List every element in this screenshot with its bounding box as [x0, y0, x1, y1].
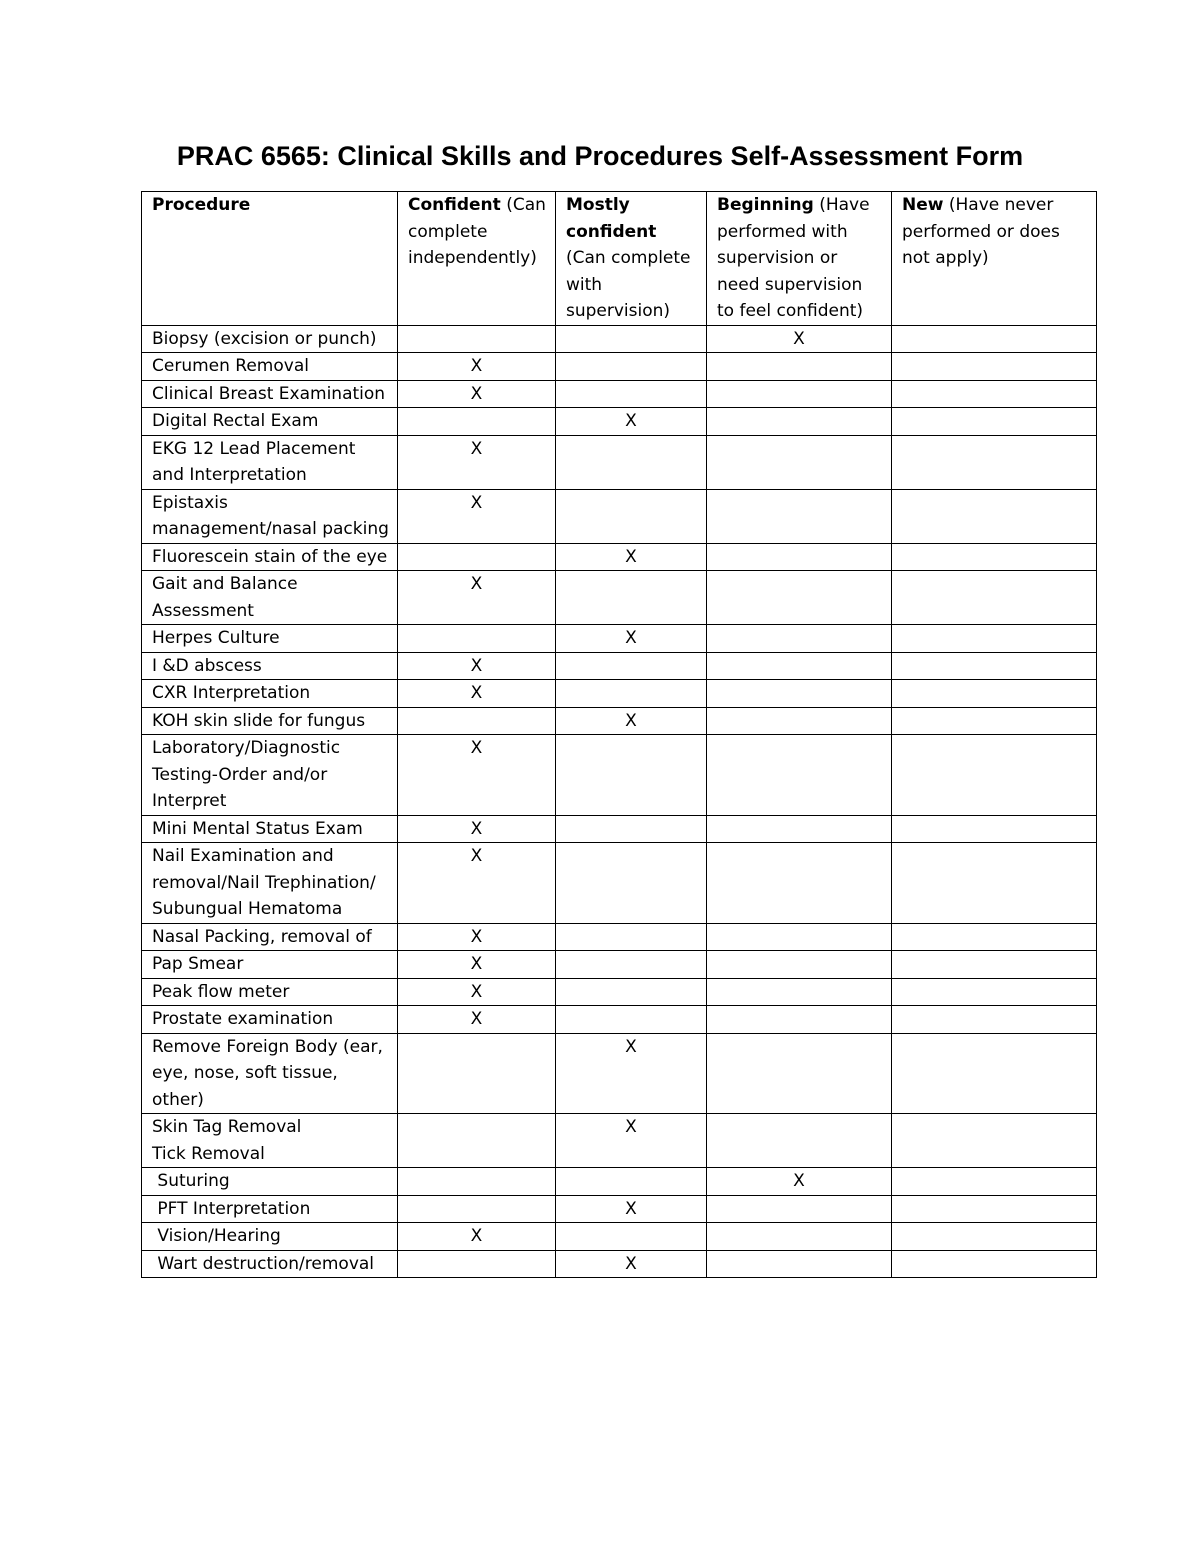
procedure-cell [142, 571, 398, 625]
mark-confident-cell [398, 408, 556, 436]
table-row [142, 1033, 1097, 1114]
procedure-name: Nasal Packing, removal of [152, 926, 372, 947]
mark-beginning-cell [707, 380, 892, 408]
mark-confident-cell: X [398, 1223, 556, 1251]
procedure-name: CXR Interpretation [152, 683, 311, 703]
mark-new-cell [892, 1223, 1097, 1251]
table-row [142, 735, 1097, 816]
mark-new-cell [892, 1006, 1097, 1034]
mark-mostly-confident-cell [556, 815, 707, 843]
procedure-name: Skin Tag Removal [152, 1117, 302, 1137]
procedure-cell [142, 380, 398, 408]
mark-new-cell [892, 408, 1097, 436]
mark-confident-cell [398, 625, 556, 653]
mark-new-cell [892, 489, 1097, 543]
mark-confident-cell: X [398, 571, 556, 625]
page-title: PRAC 6565: Clinical Skills and Procedures Self-Assessment Form [176, 141, 1024, 171]
mark-new-cell [892, 543, 1097, 571]
mark-beginning-cell [707, 951, 892, 979]
mark-confident-cell [398, 707, 556, 735]
header-beginning-note: (Have performed with supervision or need supervision to feel confident) [717, 195, 870, 321]
header-row [142, 192, 1097, 326]
procedure-name: KOH skin slide for fungus [152, 710, 366, 731]
procedure-name: EKG 12 Lead Placement and Interpretation [152, 438, 361, 485]
header-procedure [142, 192, 398, 326]
mark-confident-cell: X [398, 923, 556, 951]
procedure-name: Fluorescein stain of the eye [152, 546, 388, 567]
header-beginning [707, 192, 892, 326]
table-row [142, 978, 1097, 1006]
procedure-name: I &D abscess [152, 655, 262, 676]
table-row [142, 951, 1097, 979]
procedure-name: Peak flow meter [152, 981, 290, 1002]
mark-mostly-confident-cell [556, 380, 707, 408]
table-row [142, 543, 1097, 571]
mark-new-cell [892, 978, 1097, 1006]
procedure-cell [142, 680, 398, 708]
mark-mostly-confident-cell [556, 680, 707, 708]
table-row [142, 353, 1097, 381]
mark-confident-cell: X [398, 435, 556, 489]
header-mostly-confident-label: Mostly confident [566, 195, 657, 242]
mark-new-cell [892, 1168, 1097, 1196]
mark-beginning-cell [707, 923, 892, 951]
mark-new-cell [892, 680, 1097, 708]
mark-mostly-confident-cell [556, 978, 707, 1006]
table-row [142, 1223, 1097, 1251]
mark-mostly-confident-cell: X [556, 1033, 707, 1114]
table-row [142, 1250, 1097, 1278]
header-procedure-label: Procedure [152, 195, 251, 215]
procedure-name: Suturing [152, 1171, 230, 1191]
procedure-cell [142, 1168, 398, 1196]
mark-mostly-confident-cell: X [556, 1114, 707, 1168]
mark-beginning-cell [707, 815, 892, 843]
procedure-cell [142, 652, 398, 680]
mark-mostly-confident-cell [556, 843, 707, 924]
mark-mostly-confident-cell: X [556, 1195, 707, 1223]
mark-mostly-confident-cell: X [556, 408, 707, 436]
mark-beginning-cell [707, 625, 892, 653]
procedure-name: Gait and Balance Assessment [152, 574, 303, 621]
table-row [142, 1168, 1097, 1196]
mark-beginning-cell [707, 435, 892, 489]
header-confident-note: (Can complete independently) [408, 195, 546, 268]
table-row [142, 435, 1097, 489]
mark-beginning-cell [707, 843, 892, 924]
mark-mostly-confident-cell: X [556, 707, 707, 735]
mark-beginning-cell [707, 1223, 892, 1251]
mark-beginning-cell [707, 543, 892, 571]
procedure-cell [142, 1223, 398, 1251]
procedure-cell [142, 815, 398, 843]
mark-mostly-confident-cell [556, 1168, 707, 1196]
mark-confident-cell [398, 1114, 556, 1168]
mark-confident-cell [398, 1250, 556, 1278]
header-mostly-confident [556, 192, 707, 326]
table-row [142, 1006, 1097, 1034]
table-row [142, 815, 1097, 843]
procedure-cell [142, 923, 398, 951]
mark-mostly-confident-cell [556, 353, 707, 381]
mark-new-cell [892, 652, 1097, 680]
table-row [142, 680, 1097, 708]
procedure-name: Wart destruction/removal [152, 1253, 375, 1274]
table-row [142, 923, 1097, 951]
mark-new-cell [892, 843, 1097, 924]
mark-mostly-confident-cell [556, 951, 707, 979]
mark-new-cell [892, 380, 1097, 408]
procedure-rows [142, 325, 1097, 1278]
mark-beginning-cell [707, 680, 892, 708]
procedure-cell [142, 543, 398, 571]
procedure-cell [142, 1195, 398, 1223]
mark-beginning-cell: X [707, 325, 892, 353]
mark-confident-cell: X [398, 735, 556, 816]
procedure-cell [142, 843, 398, 924]
procedure-name: Nail Examination and removal/Nail Trephination/ Subungual Hematoma [152, 846, 382, 919]
procedure-name: Biopsy (excision or punch) [152, 328, 377, 349]
mark-confident-cell: X [398, 815, 556, 843]
mark-confident-cell: X [398, 380, 556, 408]
mark-beginning-cell [707, 1006, 892, 1034]
mark-confident-cell: X [398, 951, 556, 979]
table-row [142, 1114, 1097, 1168]
table-row [142, 625, 1097, 653]
mark-new-cell [892, 1114, 1097, 1168]
procedure-cell [142, 978, 398, 1006]
procedure-name: PFT Interpretation [152, 1198, 311, 1219]
header-confident-label: Confident [408, 195, 501, 215]
table-row [142, 380, 1097, 408]
mark-beginning-cell [707, 978, 892, 1006]
mark-beginning-cell [707, 652, 892, 680]
mark-new-cell [892, 735, 1097, 816]
procedure-name: Tick Removal [152, 1143, 265, 1164]
header-mostly-confident-note: (Can complete with supervision) [566, 248, 691, 321]
mark-mostly-confident-cell [556, 735, 707, 816]
mark-new-cell [892, 1195, 1097, 1223]
mark-mostly-confident-cell [556, 435, 707, 489]
procedure-cell [142, 735, 398, 816]
procedure-name: Epistaxis management/nasal packing [152, 492, 389, 539]
procedure-name: Cerumen Removal [152, 356, 309, 376]
mark-new-cell [892, 435, 1097, 489]
mark-mostly-confident-cell [556, 1006, 707, 1034]
mark-new-cell [892, 625, 1097, 653]
mark-mostly-confident-cell [556, 652, 707, 680]
mark-confident-cell [398, 1168, 556, 1196]
procedure-name: Prostate examination [152, 1009, 334, 1029]
procedure-name: Digital Rectal Exam [152, 411, 319, 431]
procedure-cell [142, 951, 398, 979]
mark-new-cell [892, 1033, 1097, 1114]
procedure-name: Clinical Breast Examination [152, 383, 386, 404]
procedure-cell [142, 1250, 398, 1278]
mark-mostly-confident-cell [556, 923, 707, 951]
mark-confident-cell: X [398, 1006, 556, 1034]
mark-mostly-confident-cell [556, 489, 707, 543]
mark-confident-cell: X [398, 353, 556, 381]
procedure-cell [142, 353, 398, 381]
mark-mostly-confident-cell: X [556, 1250, 707, 1278]
mark-confident-cell [398, 325, 556, 353]
mark-confident-cell: X [398, 680, 556, 708]
table-row [142, 1195, 1097, 1223]
procedure-cell [142, 435, 398, 489]
mark-confident-cell [398, 1195, 556, 1223]
mark-mostly-confident-cell: X [556, 543, 707, 571]
procedure-cell [142, 1114, 398, 1168]
procedure-cell [142, 1006, 398, 1034]
mark-beginning-cell: X [707, 1168, 892, 1196]
procedure-cell [142, 489, 398, 543]
header-beginning-label: Beginning [717, 195, 814, 215]
table-row [142, 652, 1097, 680]
mark-confident-cell: X [398, 978, 556, 1006]
procedure-name: Pap Smear [152, 954, 244, 974]
mark-beginning-cell [707, 707, 892, 735]
table-row [142, 489, 1097, 543]
header-new-note: (Have never performed or does not apply) [902, 195, 1060, 268]
mark-beginning-cell [707, 353, 892, 381]
table-row [142, 707, 1097, 735]
mark-beginning-cell [707, 735, 892, 816]
mark-confident-cell: X [398, 652, 556, 680]
header-new-label: New [902, 195, 944, 215]
mark-beginning-cell [707, 571, 892, 625]
procedure-cell [142, 408, 398, 436]
mark-mostly-confident-cell [556, 571, 707, 625]
procedure-name: Remove Foreign Body (ear, eye, nose, soft tissue, other) [152, 1036, 389, 1110]
mark-beginning-cell [707, 1195, 892, 1223]
mark-new-cell [892, 1250, 1097, 1278]
mark-confident-cell [398, 543, 556, 571]
mark-mostly-confident-cell [556, 325, 707, 353]
table-row [142, 325, 1097, 353]
mark-new-cell [892, 707, 1097, 735]
table-row [142, 843, 1097, 924]
procedure-cell [142, 325, 398, 353]
mark-beginning-cell [707, 1250, 892, 1278]
mark-confident-cell [398, 1033, 556, 1114]
header-new [892, 192, 1097, 326]
procedure-name: Mini Mental Status Exam [152, 818, 363, 839]
header-confident [398, 192, 556, 326]
mark-mostly-confident-cell: X [556, 625, 707, 653]
procedure-name: Vision/Hearing [152, 1226, 281, 1246]
mark-new-cell [892, 951, 1097, 979]
mark-beginning-cell [707, 1033, 892, 1114]
procedure-name: Laboratory/Diagnostic Testing-Order and/or Interpret [152, 738, 346, 811]
procedure-cell [142, 625, 398, 653]
mark-confident-cell: X [398, 843, 556, 924]
mark-new-cell [892, 815, 1097, 843]
mark-beginning-cell [707, 489, 892, 543]
mark-beginning-cell [707, 408, 892, 436]
mark-beginning-cell [707, 1114, 892, 1168]
table-row [142, 408, 1097, 436]
mark-confident-cell: X [398, 489, 556, 543]
procedure-cell [142, 1033, 398, 1114]
mark-new-cell [892, 571, 1097, 625]
procedure-name: Herpes Culture [152, 628, 280, 648]
mark-new-cell [892, 325, 1097, 353]
table-row [142, 571, 1097, 625]
mark-new-cell [892, 353, 1097, 381]
procedure-cell [142, 707, 398, 735]
self-assessment-table [141, 191, 1097, 1278]
mark-mostly-confident-cell [556, 1223, 707, 1251]
mark-new-cell [892, 923, 1097, 951]
